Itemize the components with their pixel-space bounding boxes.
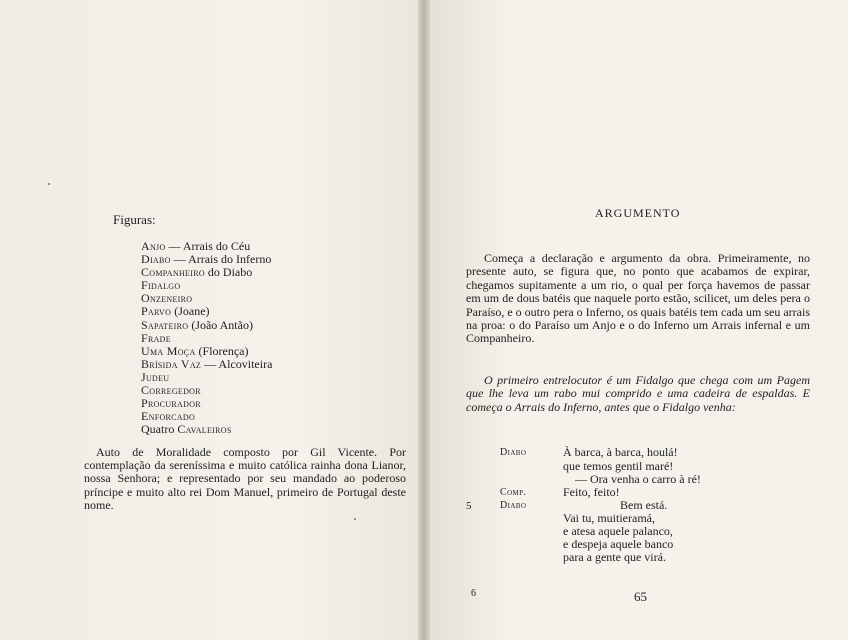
cast-item: Companheiro do Diabo — [141, 265, 253, 280]
cast-item: Onzeneiro — [141, 291, 193, 306]
book-gutter — [418, 0, 430, 640]
cast-item: Frade — [141, 330, 171, 345]
cast-item: Corregedor — [141, 383, 201, 398]
argument-heading: ARGUMENTO — [595, 206, 681, 220]
cast-item: Procurador — [141, 396, 201, 411]
verse-line: para a gente que virá. — [563, 550, 666, 564]
verse-line: e despeja aquele banco — [563, 537, 674, 551]
cast-item: Parvo (Joane) — [141, 304, 210, 319]
verse-line: que temos gentil maré! — [563, 459, 674, 473]
cast-item: Uma Moça (Florença) — [141, 343, 249, 358]
verse-line-number: 5 — [466, 500, 472, 512]
stage-direction — [466, 374, 810, 414]
verse-line: Vai tu, muitieramá, — [563, 511, 655, 525]
verse-line: Bem está. — [620, 498, 668, 512]
cast-item: Enforcado — [141, 409, 196, 424]
verse-line: À barca, à barca, houlá! — [563, 445, 678, 459]
cast-item: Quatro Cavaleiros — [141, 422, 232, 437]
verse-line: — Ora venha o carro à ré! — [575, 472, 701, 486]
speaker-diabo: Diabo — [500, 447, 527, 458]
auto-intro — [84, 446, 406, 512]
page-number: 65 — [634, 589, 647, 604]
verse-line: e atesa aquele palanco, — [563, 524, 673, 538]
cast-item: Sapateiro (João Antão) — [141, 317, 253, 332]
argument-paragraph: Começa a declaração e argumento da obra. Primeiramente, no presente auto, se figura que, no ponto que acabamos de expirar, chegamos supitamente a um rio, o qual per força havemos de passar em um de dous batéis que naquele porto estão, scilicet, um deles pera o Paraíso, e o outro pera o Inferno, os quais batéis tem cada um seu arrais na proa: o do Paraíso um Anjo e o do Inferno um Arrais infernal e um Companheiro. — [466, 251, 810, 346]
figuras-label: Figuras: — [113, 212, 156, 227]
cast-item: Anjo — Arrais do Céu — [141, 239, 251, 253]
cast-item: Judeu — [141, 369, 170, 384]
cast-list — [141, 240, 381, 436]
page-speck — [48, 183, 50, 185]
speaker-companheiro: Comp. — [500, 487, 527, 498]
cast-item: Fidalgo — [141, 278, 181, 293]
stage-direction-paragraph: O primeiro entrelocutor é um Fidalgo que chega com um Pagem que lhe leva um rabo mui comprido e uma cadeira de espaldas. E começa o Arrais do Inferno, antes que o Fidalgo venha: — [466, 373, 810, 414]
intro-paragraph: Auto de Moralidade composto por Gil Vicente. Por contemplação da sereníssima e muito católica rainha dona Lianor, nossa Senhora; e representado por seu mandado ao poderoso príncipe e muito alto rei Dom Manuel, primeiro de Portugal deste nome. — [84, 445, 406, 512]
cast-item: Diabo — Arrais do Inferno — [141, 252, 272, 267]
verse-line: Feito, feito! — [563, 485, 620, 499]
page-speck — [354, 518, 356, 520]
footer-left-mark: 6 — [471, 588, 476, 599]
argument-text — [466, 252, 810, 346]
cast-item: Brísida Vaz — Alcoviteira — [141, 356, 273, 371]
speaker-diabo-2: Diabo — [500, 500, 527, 511]
